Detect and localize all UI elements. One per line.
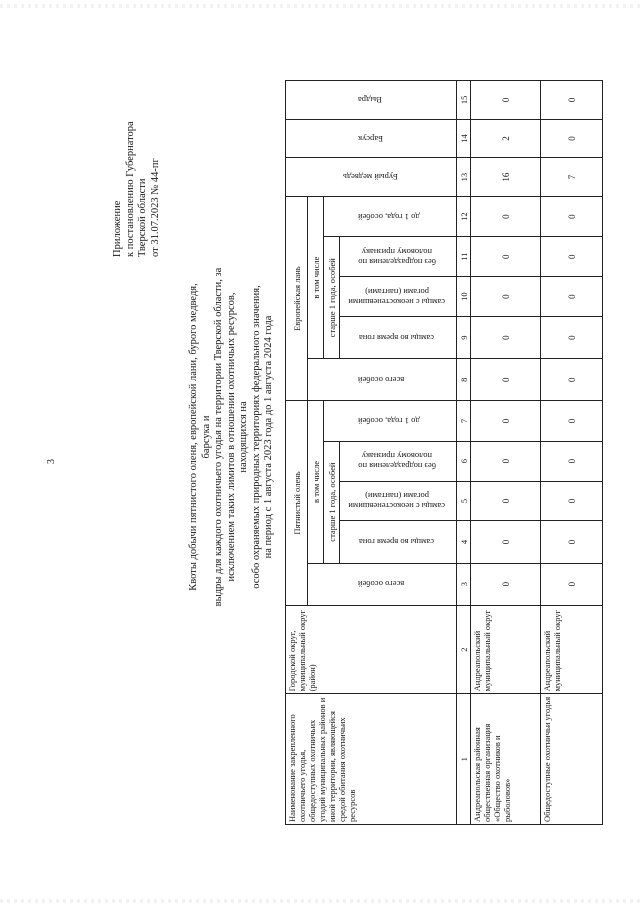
value-cell: 0 (541, 481, 603, 521)
value-cell: 7 (541, 158, 603, 197)
header-doe-incl: в том числе (308, 196, 324, 358)
header-deer-total-cell (308, 563, 457, 605)
appendix-line-1: Приложение (112, 200, 123, 257)
appendix-line-3: Тверской области (137, 178, 148, 257)
title-line-3: исключением таких лимитов в отношении охотничьих ресурсов, находящихся на (225, 292, 249, 582)
value-cell: 0 (541, 563, 603, 605)
col-number: 12 (457, 196, 471, 236)
table-row (471, 81, 541, 825)
header-doe-young-cell (324, 196, 457, 236)
row-name: Андреапольская районная общественная организация «Общество охотников и рыболовов» (471, 694, 541, 825)
scan-edge-top (0, 4, 640, 8)
col-number: 1 (457, 694, 471, 825)
value-cell: 0 (471, 441, 541, 481)
header-district: Городской округ, муниципальный округ (район) (286, 605, 457, 694)
header-deer-incl: в том числе (308, 401, 324, 563)
value-cell: 2 (471, 119, 541, 158)
value-cell: 0 (471, 359, 541, 401)
header-badger-cell (286, 119, 457, 158)
header-deer-young: до 1 года, особей (358, 416, 420, 427)
value-cell: 0 (471, 401, 541, 441)
header-doe-rut-cell (340, 317, 457, 359)
value-cell: 16 (471, 158, 541, 197)
scan-edge-bottom (0, 899, 640, 903)
col-number: 2 (457, 605, 471, 694)
value-cell: 0 (541, 119, 603, 158)
col-number: 13 (457, 158, 471, 197)
table-row (541, 81, 603, 825)
value-cell: 0 (541, 196, 603, 236)
col-number: 5 (457, 481, 471, 521)
header-deer-nosex-cell (340, 441, 457, 481)
value-cell: 0 (541, 521, 603, 563)
header-doe-young: до 1 года, особей (358, 211, 420, 222)
value-cell: 0 (471, 563, 541, 605)
header-deer-antlers-cell (340, 481, 457, 521)
col-number: 6 (457, 441, 471, 481)
value-cell: 0 (471, 481, 541, 521)
header-doe-nosex: без подразделения по половому признаку (358, 246, 436, 267)
document-title (188, 267, 276, 607)
header-otter: Выдра (358, 94, 382, 105)
col-number: 3 (457, 563, 471, 605)
header-otter-cell (286, 81, 457, 120)
col-number: 11 (457, 237, 471, 277)
header-bear: Бурый медведь (342, 172, 398, 183)
value-cell: 0 (541, 317, 603, 359)
value-cell: 0 (541, 401, 603, 441)
value-cell: 0 (541, 237, 603, 277)
col-number: 7 (457, 401, 471, 441)
row-name: Общедоступные охотничьи угодья (541, 694, 603, 825)
header-spotted-deer: Пятнистый олень (286, 401, 308, 605)
header-doe-total: всего особей (357, 374, 405, 385)
col-number: 14 (457, 119, 471, 158)
header-deer-rut-cell (340, 521, 457, 563)
row-district: Андреапольский муниципальный округ (471, 605, 541, 694)
col-number: 4 (457, 521, 471, 563)
col-number: 15 (457, 81, 471, 120)
value-cell: 0 (471, 81, 541, 120)
header-doe-antlers-cell (340, 277, 457, 317)
value-cell: 0 (471, 237, 541, 277)
column-number-row (457, 81, 471, 825)
appendix-block (112, 121, 162, 257)
header-deer-older: старше 1 года, особей (324, 441, 340, 563)
title-line-4: особо охраняемых природных территориях федерального значения, (250, 285, 262, 589)
appendix-line-2: к постановлению Губернатора (124, 121, 136, 257)
value-cell: 0 (471, 521, 541, 563)
header-deer-total: всего особей (357, 579, 405, 590)
header-deer-nosex: без подразделения по половому признаку (358, 451, 436, 472)
header-doe-older: старше 1 года, особей (324, 237, 340, 359)
value-cell: 0 (471, 196, 541, 236)
value-cell: 0 (541, 81, 603, 120)
header-doe-rut: самцы во время гона (359, 332, 435, 343)
value-cell: 0 (471, 277, 541, 317)
value-cell: 0 (541, 441, 603, 481)
col-number: 8 (457, 359, 471, 401)
header-deer-rut: самцы во время гона (359, 537, 435, 548)
header-name: Наименование закрепленного охотничьего угодья, общедоступных охотничьих угодий муниципальных районов и иной территории, являющейся средой обитания охотничьих ресурсов (286, 694, 457, 825)
header-badger: Барсук (357, 133, 383, 144)
title-line-1: Квоты добычи пятнистого оленя, европейской лани, бурого медведя, барсука и (188, 283, 212, 591)
col-number: 9 (457, 317, 471, 359)
header-deer-young-cell (324, 401, 457, 441)
value-cell: 0 (471, 317, 541, 359)
title-line-2: выдры для каждого охотничьего угодья на территории Тверской области, за (213, 267, 224, 607)
quota-table (285, 80, 603, 825)
page-number: 3 (46, 459, 57, 464)
header-doe-nosex-cell (340, 237, 457, 277)
row-district: Андреапольский муниципальный округ (541, 605, 603, 694)
header-fallow-deer: Европейская лань (286, 196, 308, 400)
header-bear-cell (286, 158, 457, 197)
header-doe-antlers: самцы с неокостеневшими рогами (пантами) (348, 286, 446, 307)
header-deer-antlers: самцы с неокостеневшими рогами (пантами) (348, 491, 446, 512)
appendix-line-4: от 31.07.2023 № 44-пг (149, 158, 161, 257)
col-number: 10 (457, 277, 471, 317)
value-cell: 0 (541, 359, 603, 401)
header-doe-total-cell (308, 359, 457, 401)
title-line-5: на период с 1 августа 2023 года до 1 августа 2024 года (263, 315, 274, 559)
value-cell: 0 (541, 277, 603, 317)
